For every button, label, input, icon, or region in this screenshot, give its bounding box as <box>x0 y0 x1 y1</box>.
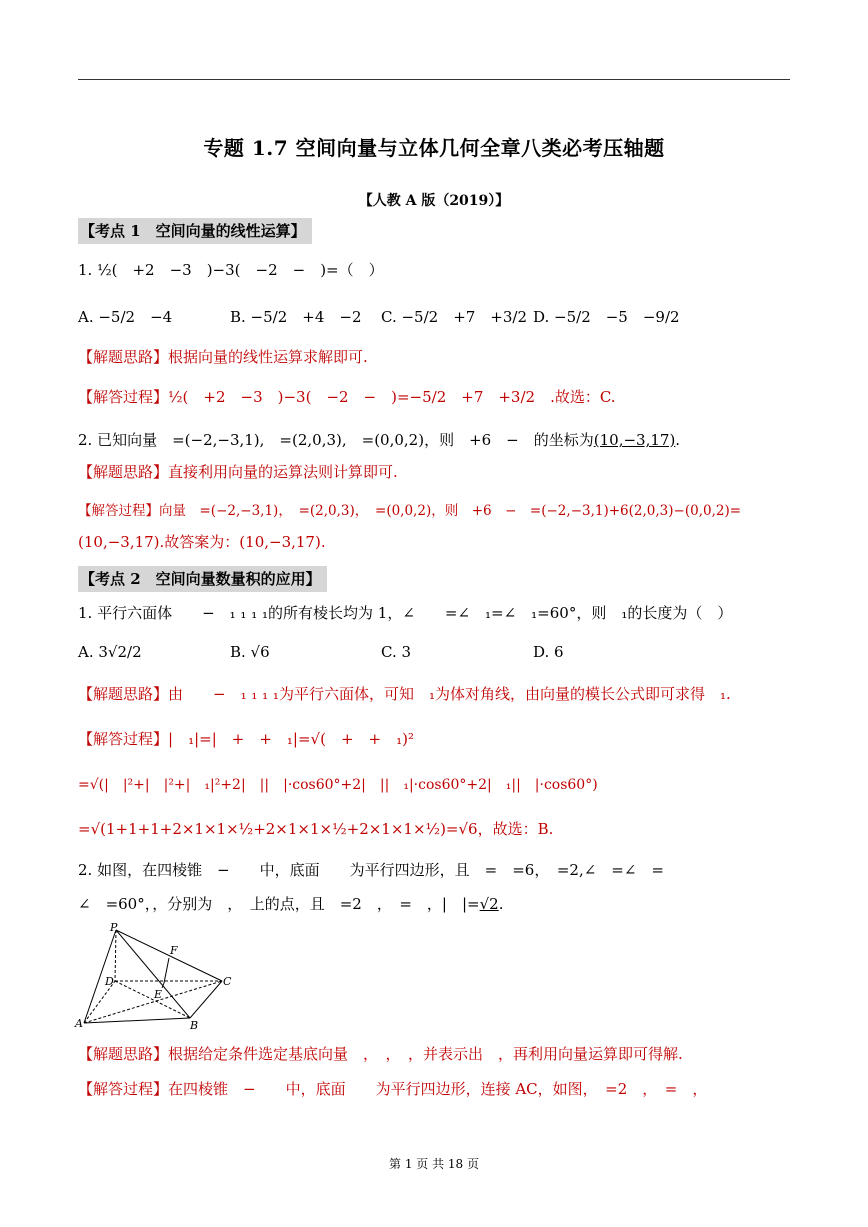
q1-1-option-c: C. −5/2 +7 +3/2 <box>381 308 528 326</box>
idea-text: 根据向量的线性运算求解即可. <box>168 348 368 366</box>
q2-1-process-2: =√(| |²+| |²+| ₁|²+2| || |·cos60°+2| || ₁|·cos60°+2| ₁|| |·cos60°) <box>78 777 598 793</box>
process-tag: 【解答过程】 <box>78 503 159 519</box>
vertex-label-p: P <box>110 921 118 934</box>
q2-1-option-a: A. 3√2/2 <box>78 643 142 661</box>
q1-1-option-a: A. −5/2 −4 <box>78 308 173 326</box>
q2-1-option-c: C. 3 <box>381 643 412 661</box>
process-tag: 【解答过程】 <box>78 730 169 748</box>
process-text: 在四棱锥 − 中，底面 为平行四边形，连接 AC，如图， =2 ， = ， <box>168 1080 708 1098</box>
page-subtitle: 【人教 A 版（2019）】 <box>358 193 510 209</box>
header-rule <box>78 79 790 80</box>
pyramid-figure <box>72 920 242 1035</box>
q2-1-stem: 1. 平行六面体 − ₁ ₁ ₁ ₁的所有棱长均为 1，∠ =∠ ₁=∠ ₁=60°，则 ₁的长度为（ ） <box>78 604 733 622</box>
point-label-e: E <box>154 988 163 1001</box>
idea-tag: 【解题思路】 <box>78 685 169 703</box>
q1-2-stem <box>78 429 680 450</box>
process-tag: 【解答过程】 <box>78 1080 169 1098</box>
idea-text: 根据给定条件选定基底向量 ， ， ，并表示出 ，再利用向量运算即可得解. <box>168 1045 683 1063</box>
q2-1-idea <box>78 683 731 704</box>
q1-1-option-b: B. −5/2 +4 −2 <box>230 308 362 326</box>
q1-2-stem-end: . <box>675 431 681 449</box>
vertex-label-b: B <box>190 1019 199 1032</box>
q2-2-stem-2 <box>78 893 503 914</box>
q2-2-process <box>78 1078 707 1099</box>
q2-2-stem-end: . <box>498 895 504 913</box>
q2-1-option-b: B. √6 <box>230 643 270 661</box>
page-footer: 第 1 页 共 18 页 <box>389 1157 479 1171</box>
idea-tag: 【解题思路】 <box>78 348 169 366</box>
q1-2-process-1 <box>78 499 741 519</box>
q2-2-stem-1: 2. 如图，在四棱锥 − 中，底面 为平行四边形，且 = =6， =2,∠ =∠ = <box>78 861 664 879</box>
page-title: 专题 1.7 空间向量与立体几何全章八类必考压轴题 <box>203 136 665 160</box>
q1-2-process-2: (10,−3,17).故答案为：(10,−3,17). <box>78 533 326 551</box>
q1-1-idea <box>78 346 368 367</box>
point-label-f: F <box>170 944 178 957</box>
q1-2-stem-text: 2. 已知向量 =(−2,−3,1), =(2,0,3), =(0,0,2)，则 +6 − 的坐标为 <box>78 431 594 449</box>
q2-1-option-d: D. 6 <box>533 643 564 661</box>
process-text: | ₁|=| + + ₁|=√( + + ₁)² <box>168 730 414 748</box>
q1-1-stem: 1. ½( +2 −3 )−3( −2 − )=（ ） <box>78 261 384 279</box>
q1-1-option-d: D. −5/2 −5 −9/2 <box>533 308 680 326</box>
q1-2-idea <box>78 461 398 482</box>
idea-text: 直接利用向量的运算法则计算即可. <box>168 463 398 481</box>
section-heading-1: 【考点 1 空间向量的线性运算】 <box>78 218 312 244</box>
process-text: ½( +2 −3 )−3( −2 − )=−5/2 +7 +3/2 .故选：C. <box>168 388 616 406</box>
idea-tag: 【解题思路】 <box>78 1045 169 1063</box>
q2-2-stem-2-text: ∠ =60°，，分别为 ， 上的点，且 =2 ， = ，| |= <box>78 895 480 913</box>
q2-2-idea <box>78 1043 683 1064</box>
q1-2-answer: (10,−3,17) <box>593 431 676 449</box>
q2-2-answer: √2 <box>479 895 499 913</box>
idea-text: 由 − ₁ ₁ ₁ ₁为平行六面体，可知 ₁为体对角线，由向量的模长公式即可求得 ₁. <box>168 685 731 703</box>
q2-1-process-1 <box>78 728 414 749</box>
vertex-label-d: D <box>105 975 114 988</box>
vertex-label-c: C <box>223 975 232 988</box>
vertex-label-a: A <box>75 1017 83 1030</box>
process-text: 向量 =(−2,−3,1)， =(2,0,3)， =(0,0,2)，则 +6 − =(−2,−3,1)+6(2,0,3)−(0,0,2)= <box>159 503 742 519</box>
q1-1-process <box>78 386 616 407</box>
process-tag: 【解答过程】 <box>78 388 169 406</box>
idea-tag: 【解题思路】 <box>78 463 169 481</box>
section-heading-2: 【考点 2 空间向量数量积的应用】 <box>78 566 327 592</box>
q2-1-process-3: =√(1+1+1+2×1×1×½+2×1×1×½+2×1×1×½)=√6，故选：B. <box>78 820 554 838</box>
